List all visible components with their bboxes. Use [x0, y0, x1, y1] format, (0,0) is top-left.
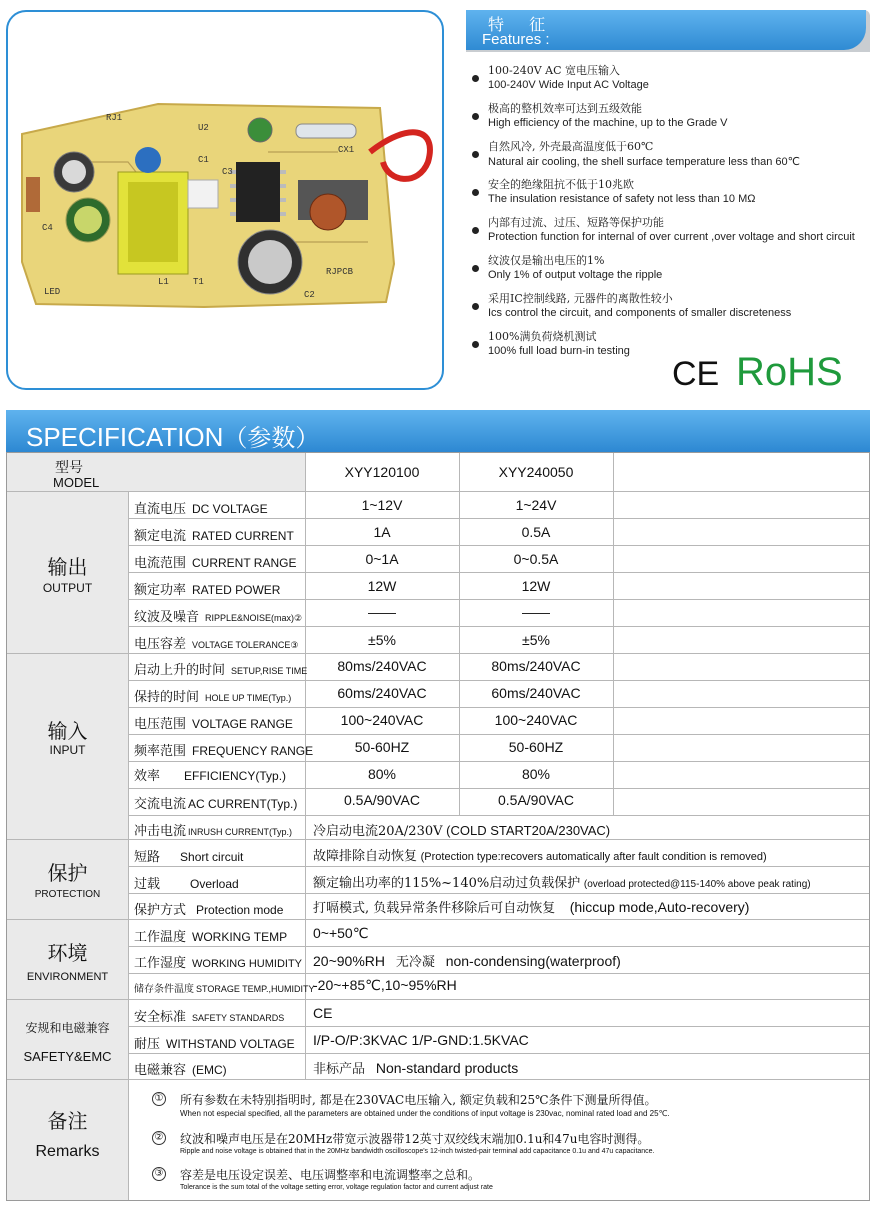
pcb-label: C3 — [222, 167, 233, 177]
pcb-label: U2 — [198, 123, 209, 133]
spec-value-wide: 20~90%RH 无冷凝 non-condensing(waterproof) — [313, 953, 621, 970]
group-label-cn: 备注 — [47, 1109, 88, 1133]
pcb-label: RJ1 — [106, 113, 123, 123]
spec-value-wide: 打嗝模式, 负载异常条件移除后可自动恢复 (hiccup mode,Auto-recovery) — [313, 899, 750, 916]
row-label: 纹波及噪音 RIPPLE&NOISE(max)② — [134, 610, 303, 625]
feature-item: 极高的整机效率可达到五级效能 High efficiency of the machine, up to the Grade V — [470, 100, 870, 138]
row-label: 额定电流 RATED CURRENT — [134, 529, 294, 544]
row-label: 工作湿度 WORKING HUMIDITY — [134, 956, 303, 971]
spec-value-wide: -20~+85℃,10~95%RH — [313, 977, 457, 993]
spec-value: 0~0.5A — [513, 551, 559, 567]
pcb-label: T1 — [193, 277, 204, 287]
feature-item: 内部有过流、过压、短路等保护功能 Protection function for internal of over current ,over voltage and short circuit — [470, 214, 870, 252]
group-label-cn: 输入 — [47, 719, 88, 743]
feature-item: 安全的绝缘阻抗不低于10兆欧 The insulation resistance of safety not less than 10 MΩ — [470, 176, 870, 214]
spec-value: 60ms/240VAC — [337, 685, 427, 701]
ic-chip — [236, 162, 280, 222]
row-label: 电磁兼容 (EMC) — [134, 1063, 227, 1078]
feature-item: 采用IC控制线路, 元器件的离散性较小 Ics control the circuit, and components of smaller discreteness — [470, 290, 870, 328]
spec-value-wide: 故障排除自动恢复 (Protection type:recovers automatically after fault condition is removed) — [313, 849, 767, 864]
group-label-cn: 输出 — [47, 555, 88, 579]
feature-list — [470, 62, 870, 366]
row-label: 耐压 WITHSTAND VOLTAGE — [134, 1037, 295, 1052]
row-label: 启动上升的时间 SETUP,RISE TIME — [134, 663, 308, 678]
spec-value: 1~24V — [515, 497, 557, 513]
pcb-label: LED — [44, 287, 61, 297]
row-label: 电压范围 VOLTAGE RANGE — [134, 717, 293, 732]
row-label: 储存条件温度 STORAGE TEMP.,HUMIDITY — [134, 984, 315, 995]
spec-value: —— — [522, 604, 550, 620]
pcb-label: C2 — [304, 290, 315, 300]
group-label-en: Remarks — [35, 1143, 100, 1160]
feature-item: 纹波仅是输出电压的1% Only 1% of output voltage the ripple — [470, 252, 870, 290]
spec-value: 1~12V — [361, 497, 403, 513]
row-label: 工作温度 WORKING TEMP — [134, 930, 288, 945]
row-label: 电流范围 CURRENT RANGE — [134, 556, 297, 571]
spec-value-wide: I/P-O/P:3KVAC 1/P-GND:1.5KVAC — [313, 1032, 529, 1048]
group-label-cn: 安规和电磁兼容 — [25, 1021, 110, 1035]
row-label: 交流电流 AC CURRENT(Typ.) — [134, 797, 298, 812]
group-label-en: ENVIRONMENT — [26, 971, 109, 983]
spec-value: 100~240VAC — [494, 712, 578, 728]
spec-value: 1A — [373, 524, 391, 540]
spec-value: 100~240VAC — [340, 712, 424, 728]
spec-value: 12W — [521, 578, 551, 594]
features-title-en: Features : — [482, 31, 550, 48]
pcb-label: C1 — [198, 155, 209, 165]
capacitor-small — [248, 118, 272, 142]
spec-value: 80ms/240VAC — [337, 658, 427, 674]
row-label: 过载 Overload — [134, 877, 239, 892]
spec-value-wide: CE — [313, 1005, 333, 1021]
spec-value-wide: 0~+50℃ — [313, 925, 369, 941]
pcb-illustration — [8, 12, 442, 388]
spec-title: SPECIFICATION（参数） — [26, 422, 320, 452]
model-name: XYY240050 — [498, 464, 574, 480]
product-photo-frame — [6, 10, 444, 390]
spec-value: ±5% — [522, 632, 550, 648]
small-inductor — [26, 177, 40, 212]
group-label-en: OUTPUT — [42, 581, 93, 595]
spec-value: 50-60HZ — [354, 739, 410, 755]
spec-value: 50-60HZ — [508, 739, 564, 755]
model-name: XYY120100 — [344, 464, 420, 480]
spec-value: 0.5A — [521, 524, 551, 540]
spec-value: 60ms/240VAC — [491, 685, 581, 701]
features-header — [466, 10, 870, 52]
spec-value: 12W — [367, 578, 397, 594]
spec-value: 80ms/240VAC — [491, 658, 581, 674]
spec-value: 80% — [521, 766, 551, 782]
row-label: 保护方式 Protection mode — [134, 903, 284, 918]
row-label: 直流电压 DC VOLTAGE — [134, 502, 268, 517]
spec-value: ±5% — [368, 632, 396, 648]
feature-item: 100-240V AC 宽电压输入 100-240V Wide Input AC Voltage — [470, 62, 870, 100]
pcb-label: RJPCB — [326, 267, 354, 277]
inductor-coil — [310, 194, 346, 230]
model-label-en: MODEL — [53, 475, 100, 490]
model-label-cn: 型号 — [55, 460, 83, 476]
group-label-en: SAFETY&EMC — [23, 1049, 112, 1064]
spec-value-wide: 非标产品 Non-standard products — [313, 1060, 519, 1077]
row-label: 冲击电流 INRUSH CURRENT(Typ.) — [134, 824, 293, 839]
row-label: 安全标准 SAFETY STANDARDS — [134, 1010, 285, 1025]
features-title-cn: 特 征 — [488, 15, 556, 34]
row-label: 效率 EFFICIENCY(Typ.) — [134, 769, 287, 784]
spec-value-wide: 额定输出功率的115%~140%启动过负载保护 (overload protected@115-140% above peak rating) — [313, 876, 811, 891]
row-label: 额定功率 RATED POWER — [134, 583, 281, 598]
row-label: 保持的时间 HOLE UP TIME(Typ.) — [134, 690, 292, 705]
pcb-label: C4 — [42, 223, 53, 233]
spec-value-wide: 冷启动电流20A/230V (COLD START20A/230VAC) — [313, 823, 611, 839]
row-label: 短路 Short circuit — [134, 850, 244, 865]
spec-value: 0.5A/90VAC — [343, 792, 420, 808]
spec-table: 型号 MODEL XYY120100 XYY240050 输出 OUTPUT 输入 INPUT 保护 PROTECTION 环境 ENVIRONMENT 安规和电磁兼容 SAFETY&EMC 备注 Remarks 直流电压 DC VOLTAGE 1~12V 1~24V 额定电流 RATED CURRENT 1A 0.5A 电流范围 CURRENT RANGE 0~1A 0~0.5A 额定功率 RATED POWER 12W 12W 纹波及噪音 RIPPLE&NOISE(max)② —— —— 电压容差 VOLTAGE TOLERANCE③ ±5% ±5% 启动上升的时间 SETUP,RISE TIME 80ms/240VAC 80ms/240VAC 保持的时间 HOLE UP TIME(Typ.) 60ms/240VAC 60ms/240VAC 电压范围 VOLTAGE RANGE 100~240VAC 100~240VAC 频率范围 FREQUENCY RANGE 50-60HZ 50-60HZ 效率 EFFICIENCY(Typ.) 80% 80% 交流电流 AC CURRENT(Typ.) 0.5A/90VAC 0.5A/90VAC 冲击电流 INRUSH CURRENT(Typ.) 冷启动电流20A/230V (COLD START20A/230VAC) 短路 Short circuit 故障排除自动恢复 (Protection type:recovers automatically after fault condition is removed) 过载 Overload 额定输出功率的115%~140%启动过负载保护 (overload protected@115-140% above peak rating) 保护方式 Protection mode 打嗝模式, 负载异常条件移除后可自动恢复 (hiccup mode,Auto-recovery) 工作温度 WORKING TEMP 0~+50℃ 工作湿度 WORKING HUMIDITY 20~90%RH 无冷凝 non-condensing(waterproof) 储存条件温度 STORAGE TEMP.,HUMIDITY -20~+85℃,10~95%RH 安全标准 SAFETY STANDARDS CE 耐压 WITHSTAND VOLTAGE I/P-O/P:3KVAC 1/P-GND:1.5KVAC 电磁兼容 (EMC) 非标产品 Non-standard products ① 所有参数在未特别指明时, 都是在230VAC电压输入, 额定负载和25℃条件下测量所得值。 When not especial specified, all the parameters are obtained under the conditions of input voltage is 230vac, nominal rated load and 25℃. ② 纹波和噪声电压是在20MHz带宽示波器带12英寸双绞线末端加0.1u和47u电容时测得。 Ripple and noise voltage is obtained that in the 20MHz bandwidth oscilloscope's 12-inch twisted-pair terminal add capacitance 0.1u and 47u capacitance. ③ 容差是电压设定误差、电压调整率和电流调整率之总和。 Tolerance is the sum total of the voltage setting error, voltage regulation factor and current adjust rate — [6, 452, 870, 1201]
group-label-cn: 保护 — [47, 861, 88, 885]
rohs-logo: RoHS — [736, 350, 843, 394]
spec-header — [6, 410, 870, 452]
feature-item: 自然风冷, 外壳最高温度低于60℃ Natural air cooling, the shell surface temperature less than 60℃ — [470, 138, 870, 176]
spec-value: 0~1A — [365, 551, 399, 567]
spec-value: 80% — [367, 766, 397, 782]
fuse — [296, 124, 356, 138]
group-label-en: PROTECTION — [34, 889, 101, 900]
pcb-label: L1 — [158, 277, 169, 287]
group-label-en: INPUT — [49, 743, 86, 757]
capacitor-blue — [135, 147, 161, 173]
group-label-cn: 环境 — [47, 941, 88, 965]
spec-value: —— — [368, 604, 396, 620]
ce-logo: CE — [672, 355, 720, 393]
row-label: 电压容差 VOLTAGE TOLERANCE③ — [134, 637, 299, 652]
pcb-label: CX1 — [338, 145, 355, 155]
row-label: 频率范围 FREQUENCY RANGE — [134, 744, 314, 759]
white-component — [188, 180, 218, 208]
spec-value: 0.5A/90VAC — [497, 792, 574, 808]
feature-item: 100%满负荷烧机测试 100% full load burn-in testing — [470, 328, 870, 366]
